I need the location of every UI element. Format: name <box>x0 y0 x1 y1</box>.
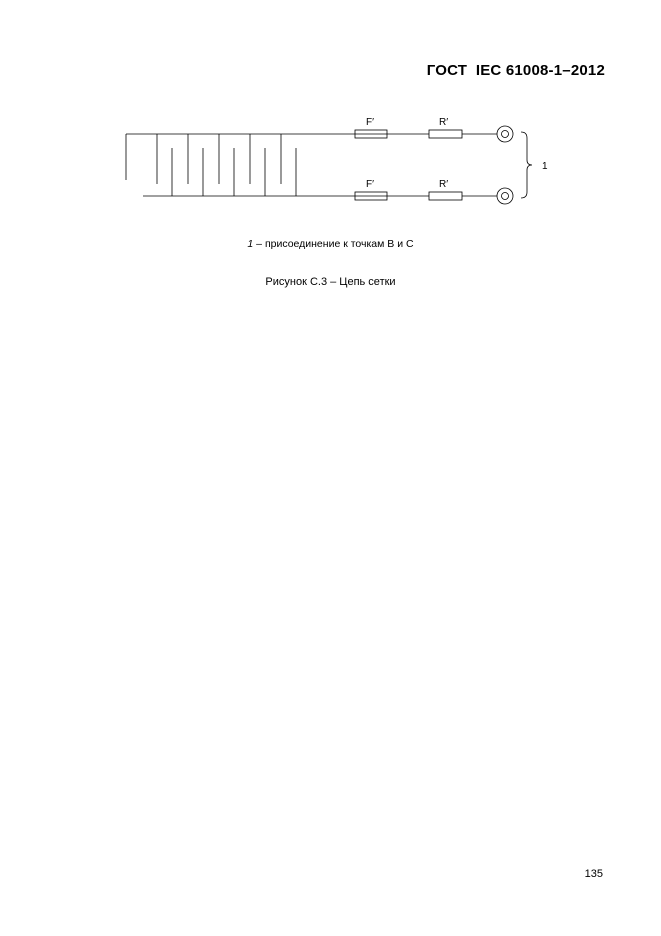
legend-number: 1 <box>247 238 254 250</box>
legend-text: – присоединение к точкам В и С <box>253 238 414 250</box>
document-header-title: ГОСТ IEC 61008-1–2012 <box>426 62 605 79</box>
brace-label: 1 <box>542 161 548 172</box>
figure-caption: Рисунок С.3 – Цепь сетки <box>265 276 396 288</box>
resistor-bottom <box>429 192 462 200</box>
resistor-label-top: R′ <box>439 117 449 128</box>
resistor-label-bottom: R′ <box>439 179 449 190</box>
figure-legend <box>0 238 661 250</box>
terminal-bottom-outer <box>497 188 513 204</box>
resistor-top <box>429 130 462 138</box>
terminal-bottom-inner <box>502 193 509 200</box>
page-number: 135 <box>584 868 603 880</box>
fuse-label-bottom: F′ <box>366 179 374 190</box>
fuse-label-top: F′ <box>366 117 374 128</box>
terminal-top-outer <box>497 126 513 142</box>
terminal-top-inner <box>502 131 509 138</box>
connection-brace <box>521 132 532 198</box>
grid-circuit-figure <box>0 110 661 220</box>
grid-circuit-diagram <box>0 110 661 220</box>
